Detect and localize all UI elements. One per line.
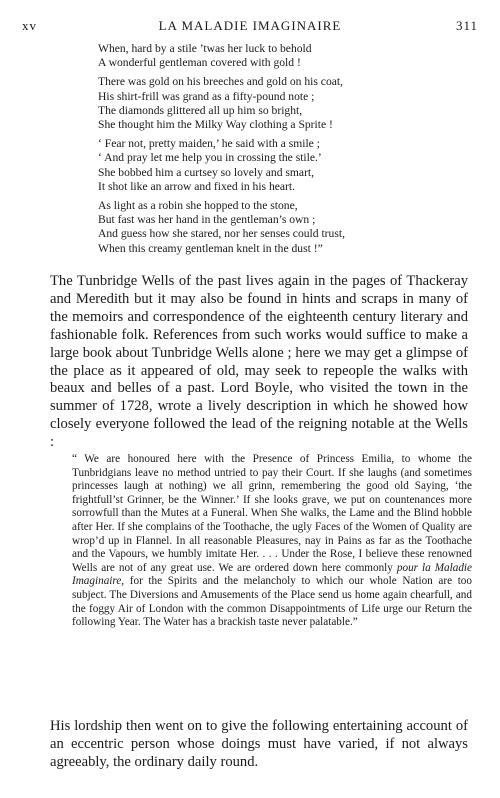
poem-line: And guess how she stared, nor her senses could trust, bbox=[98, 227, 345, 241]
poem-line: There was gold on his breeches and gold on his coat, bbox=[98, 75, 344, 89]
poem-line: ‘ And pray let me help you in crossing the stile.’ bbox=[98, 151, 322, 165]
poem-line: His shirt-frill was grand as a fifty-pound note ; bbox=[98, 89, 315, 103]
poem-stanza bbox=[98, 75, 438, 132]
poem bbox=[98, 42, 438, 261]
poem-line: As light as a robin she hopped to the stone, bbox=[98, 199, 298, 213]
page-number: 311 bbox=[455, 18, 478, 33]
block-quote bbox=[72, 453, 472, 630]
body-paragraph-2: His lordship then went on to give the following entertaining account of an eccentric person whose doings must have varied, if not always agreeably, the ordinary daily round. bbox=[50, 718, 468, 770]
header-left-mark: xv bbox=[22, 18, 37, 33]
poem-line: But fast was her hand in the gentleman’s own ; bbox=[98, 213, 316, 227]
poem-line: ‘ Fear not, pretty maiden,’ he said with a smile ; bbox=[98, 137, 320, 151]
poem-line: It shot like an arrow and fixed in his heart. bbox=[98, 179, 296, 193]
poem-line: She thought him the Milky Way clothing a Sprite ! bbox=[98, 118, 333, 132]
poem-line: She bobbed him a curtsey so lovely and smart, bbox=[98, 165, 315, 179]
poem-stanza bbox=[98, 42, 438, 70]
poem-stanza bbox=[98, 199, 438, 256]
body-paragraph-1: The Tunbridge Wells of the past lives again in the pages of Thackeray and Meredith but it may also be found in hints and scraps in many of the memoirs and correspondence of the eighteenth century literary and fashionable folk. References from such works would suffice to make a large book about Tunbridge Wells alone ; here we may get a glimpse of the place as it appeared of old, may seek to repeople the walks with beaux and belles of a past. Lord Boyle, who visited the town in the summer of 1728, wrote a lively description in which he showed how closely everyone followed the lead of the reigning notable at the Wells : bbox=[50, 273, 468, 451]
poem-line: When, hard by a stile ’twas her luck to behold bbox=[98, 42, 312, 55]
quote-text-part-2: for the Spirits and the melancholy to which our whole Nation are too subject. The Diversions and Amusements of the Place send us home again chearfull, and the foggy Air of London with the common Disappointments of Life urge our Return the following Year. The Water has a brackish taste never palatable.” bbox=[72, 575, 472, 629]
poem-line: A wonderful gentleman covered with gold ! bbox=[98, 56, 301, 70]
quote-text-part-1: “ We are honoured here with the Presence of Princess Emilia, to whome the Tunbridgians leave no method untried to pay their Court. If she laughs (and sometimes princesses laugh at nothing) we all grinn, remembering the good old Saying, ‘the frightfull’st Grinner, be the Winner.’ If she looks grave, we put on countenances more sorrowfull than the Mutes at a Funeral. When She walks, the Lame and the Blind hobble after Her. If she complains of the Toothache, the ugly Faces of the Women of Quality are wrop’d up in Flannel. In all reasonable Pleasures, nay in Pains as far as the Toothache and the Vapours, we humbly imitate Her. . . . Under the Rose, I believe these renowned Wells are not of any great use. We are ordered down here commonly bbox=[72, 453, 472, 574]
poem-stanza bbox=[98, 137, 438, 194]
poem-line: When this creamy gentleman knelt in the dust !” bbox=[98, 241, 323, 255]
poem-line: The diamonds glittered all up him so bright, bbox=[98, 103, 303, 117]
running-header bbox=[22, 18, 478, 40]
quote-italic-title: pour la Maladie Imaginaire, bbox=[72, 561, 472, 588]
running-title: LA MALADIE IMAGINAIRE bbox=[158, 18, 342, 33]
